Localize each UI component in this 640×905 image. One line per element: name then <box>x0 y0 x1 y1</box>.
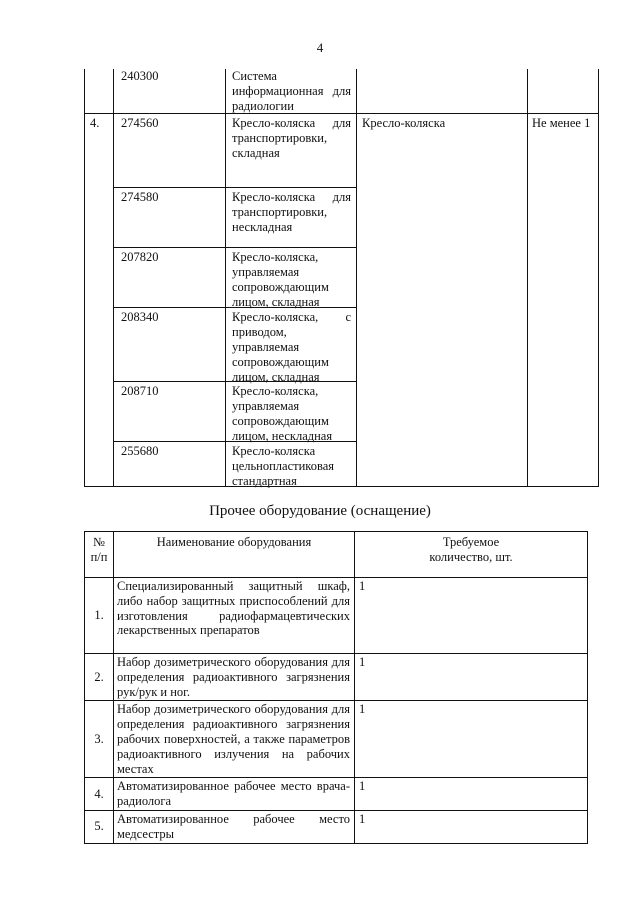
header-qty: Требуемое количество, шт. <box>355 532 588 578</box>
page-number: 4 <box>316 40 324 55</box>
table-row <box>85 701 588 778</box>
table-row-code: 207820 <box>121 250 159 264</box>
row-qty: 1 <box>355 810 588 843</box>
row-name: Набор дозиметрического оборудования для определения радиоактивного загрязнения рук/рук и ног. <box>114 654 355 701</box>
table-row-name: Кресло-коляска, управляемая сопровождающим лицом, складная <box>232 250 329 309</box>
table-row <box>85 778 588 811</box>
table-row-quantity: Не менее 1 <box>532 116 591 130</box>
table-row-name: Кресло-коляска для транспортировки, складная <box>232 116 351 160</box>
table-border <box>84 69 85 487</box>
table-border <box>113 247 357 248</box>
equipment-table <box>84 531 588 844</box>
table-row-name: Кресло-коляска, с приводом, управляемая сопровождающим лицом, складная <box>232 310 351 384</box>
row-num: 2. <box>85 654 114 701</box>
header-num: № п/п <box>85 532 114 578</box>
row-name: Набор дозиметрического оборудования для определения радиоактивного загрязнения рабочих поверхностей, а также параметров радиоактивного излучения на рабочих местах <box>114 701 355 778</box>
table-row-code: 208340 <box>121 310 159 324</box>
table-row-code: 274560 <box>121 116 159 130</box>
table-row <box>85 654 588 701</box>
table-row-name: Кресло-коляска цельнопластиковая стандартная <box>232 444 335 488</box>
row-num: 3. <box>85 701 114 778</box>
row-qty: 1 <box>355 578 588 654</box>
table-row-code: 255680 <box>121 444 159 458</box>
table-row <box>85 810 588 843</box>
table-border <box>113 187 357 188</box>
header-name: Наименование оборудования <box>114 532 355 578</box>
row-num: 1. <box>85 578 114 654</box>
table-border <box>225 69 226 487</box>
row-name: Автоматизированное рабочее место врача-радиолога <box>114 778 355 811</box>
table-border <box>113 69 114 487</box>
table-border <box>356 69 357 487</box>
table-row-type: Кресло-коляска <box>362 116 446 130</box>
table-row-name: Кресло-коляска для транспортировки, нескладная <box>232 190 351 234</box>
table-row <box>85 578 588 654</box>
table-row-name: Система информационная для радиологии <box>232 69 351 113</box>
table-border <box>598 69 599 487</box>
table-row-num: 4. <box>90 116 100 130</box>
table-row-name: Кресло-коляска, управляемая сопровождающим лицом, нескладная <box>232 384 333 443</box>
row-qty: 1 <box>355 701 588 778</box>
row-qty: 1 <box>355 654 588 701</box>
table-header-row <box>85 532 588 578</box>
row-name: Автоматизированное рабочее место медсестры <box>114 810 355 843</box>
table-row-code: 240300 <box>121 69 159 83</box>
row-num: 4. <box>85 778 114 811</box>
row-name: Специализированный защитный шкаф, либо набор защитных приспособлений для изготовления радиофармацевтических лекарственных препаратов <box>114 578 355 654</box>
table-border <box>527 69 528 487</box>
row-qty: 1 <box>355 778 588 811</box>
row-num: 5. <box>85 810 114 843</box>
table-row-code: 274580 <box>121 190 159 204</box>
section-title: Прочее оборудование (оснащение) <box>209 503 431 519</box>
table-row-code: 208710 <box>121 384 159 398</box>
